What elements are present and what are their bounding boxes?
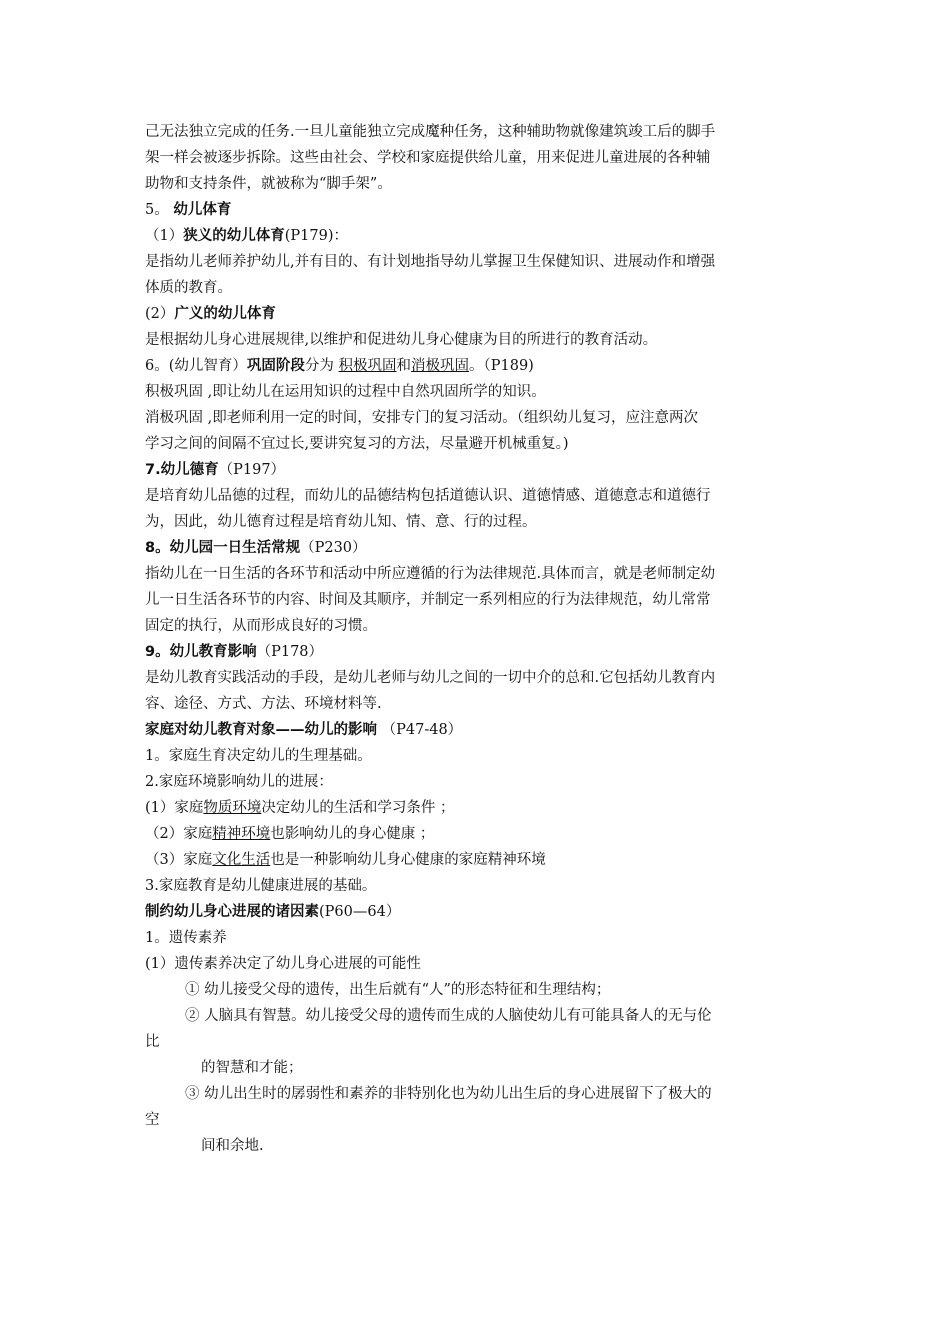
list-item: 1。家庭生育决定幼儿的生理基础。 — [145, 748, 372, 764]
section-heading-8 — [145, 535, 810, 561]
list-item — [145, 847, 810, 873]
text-line: 固定的执行，从而形成良好的习惯。 — [145, 618, 377, 634]
section-title: 7.幼儿德育 — [145, 462, 219, 478]
section-title: 家庭对幼儿教育对象——幼儿的影响 — [145, 722, 377, 738]
text-line: 助物和支持条件，就被称为“脚手架”。 — [145, 176, 392, 192]
text-line: 为，因此，幼儿德育过程是培育幼儿知、情、意、行的过程。 — [145, 514, 537, 530]
page-ref: (P179)： — [284, 228, 348, 244]
section-title: 巩固阶段 — [246, 358, 305, 374]
text-run: 也影响幼儿的身心健康 ； — [270, 826, 435, 842]
list-item: 3.家庭教育是幼儿健康进展的基础。 — [145, 878, 377, 894]
document-page — [145, 119, 810, 1159]
text-line: 儿一日生活各环节的内容、时间及其顺序，并制定一系列相应的行为法律规范，幼儿常常 — [145, 592, 711, 608]
underlined-term: 物质环境 — [203, 800, 262, 816]
text-line: 是指幼儿老师养护幼儿,并有目的、有计划地指导幼儿掌握卫生保健知识、进展动作和增强 — [145, 254, 716, 270]
section-heading-6 — [145, 353, 810, 379]
section-number: 5。 — [145, 202, 174, 218]
text-run: （2）家庭 — [145, 826, 213, 842]
page-ref: 。（P189) — [469, 358, 534, 374]
text-line: 学习之间的间隔不宜过长,要讲究复习的方法，尽量避开机械重复。) — [145, 436, 569, 452]
page-ref: （P230） — [300, 540, 367, 556]
sub-number: (2） — [145, 306, 175, 322]
text-run: 决定幼儿的生活和学习条件 ； — [261, 800, 455, 816]
text-line: 的智慧和才能； — [201, 1060, 303, 1076]
text-line: 是培育幼儿品德的过程，而幼儿的品德结构包括道德认识、道德情感、道德意志和道德行 — [145, 488, 711, 504]
list-item: ③ 幼儿出生时的孱弱性和素养的非特别化也为幼儿出生后的身心进展留下了极大的 — [185, 1086, 712, 1102]
sub-title: 广义的幼儿体育 — [174, 306, 276, 322]
section-title: 制约幼儿身心进展的诸因素 — [145, 904, 319, 920]
underlined-term: 消极巩固 — [411, 358, 469, 374]
text-run: (1）家庭 — [145, 800, 204, 816]
text-line: 空 — [145, 1112, 160, 1128]
sub-number: （1） — [145, 228, 184, 244]
text-run: 也是一种影响幼儿身心健康的家庭精神环境 — [270, 852, 546, 868]
section-heading-7 — [145, 457, 810, 483]
heading-family-influence — [145, 717, 810, 743]
text-line: 是幼儿教育实践活动的手段，是幼儿老师与幼儿之间的一切中介的总和.它包括幼儿教育内 — [145, 670, 716, 686]
section-title: 8。幼儿园一日生活常规 — [145, 540, 301, 556]
text-run: （3）家庭 — [145, 852, 213, 868]
list-item: (1）遗传素养决定了幼儿身心进展的可能性 — [145, 956, 421, 972]
heading-development-factors — [145, 899, 810, 925]
text-line: 指幼儿在一日生活的各环节和活动中所应遵循的行为法律规范.具体而言，就是老师制定幼 — [145, 566, 716, 582]
subheading-broad-pe — [145, 301, 810, 327]
text-line: 是根据幼儿身心进展规律,以维护和促进幼儿身心健康为目的所进行的教育活动。 — [145, 332, 658, 348]
section-title: 9。幼儿教育影响 — [145, 644, 257, 660]
page-ref: (P60—64） — [319, 904, 401, 920]
text-line: 间和余地. — [201, 1138, 264, 1154]
text-run: 和 — [396, 358, 411, 374]
section-heading-5 — [145, 197, 810, 223]
sub-title: 狭义的幼儿体育 — [183, 228, 285, 244]
section-heading-9 — [145, 639, 810, 665]
underlined-term: 文化生活 — [212, 852, 271, 868]
text-line: 体质的教育。 — [145, 280, 232, 296]
page-ref: （P47-48） — [377, 722, 463, 738]
text-line: 己无法独立完成的任务.一旦儿童能独立完成魔种任务，这种辅助物就像建筑竣工后的脚手 — [145, 124, 716, 140]
text-line: 容、途径、方式、方法、环境材料等. — [145, 696, 382, 712]
list-item: ① 幼儿接受父母的遗传，出生后就有“人”的形态特征和生理结构； — [185, 982, 611, 998]
list-item: 2.家庭环境影响幼儿的进展： — [145, 774, 333, 790]
subheading-narrow-pe — [145, 223, 810, 249]
list-item: 1。遗传素养 — [145, 930, 227, 946]
page-ref: （P197） — [218, 462, 286, 478]
list-item — [145, 795, 810, 821]
section-title: 幼儿体育 — [173, 202, 232, 218]
text-run: 分为 — [304, 358, 339, 374]
text-line: 消极巩固 ,即老师利用一定的时间，安排专门的复习活动。（组织幼儿复习，应注意两次 — [145, 410, 698, 426]
list-item: ② 人脑具有智慧。幼儿接受父母的遗传而生成的人脑使幼儿有可能具备人的无与伦 — [185, 1008, 712, 1024]
underlined-term: 积极巩固 — [338, 358, 397, 374]
page-ref: （P178） — [256, 644, 324, 660]
section-prefix: 6。(幼儿智育） — [145, 358, 247, 374]
text-line: 积极巩固 ,即让幼儿在运用知识的过程中自然巩固所学的知识。 — [145, 384, 546, 400]
text-line: 架一样会被逐步拆除。这些由社会、学校和家庭提供给儿童，用来促进儿童进展的各种辅 — [145, 150, 711, 166]
text-line: 比 — [145, 1034, 160, 1050]
list-item — [145, 821, 810, 847]
underlined-term: 精神环境 — [212, 826, 271, 842]
